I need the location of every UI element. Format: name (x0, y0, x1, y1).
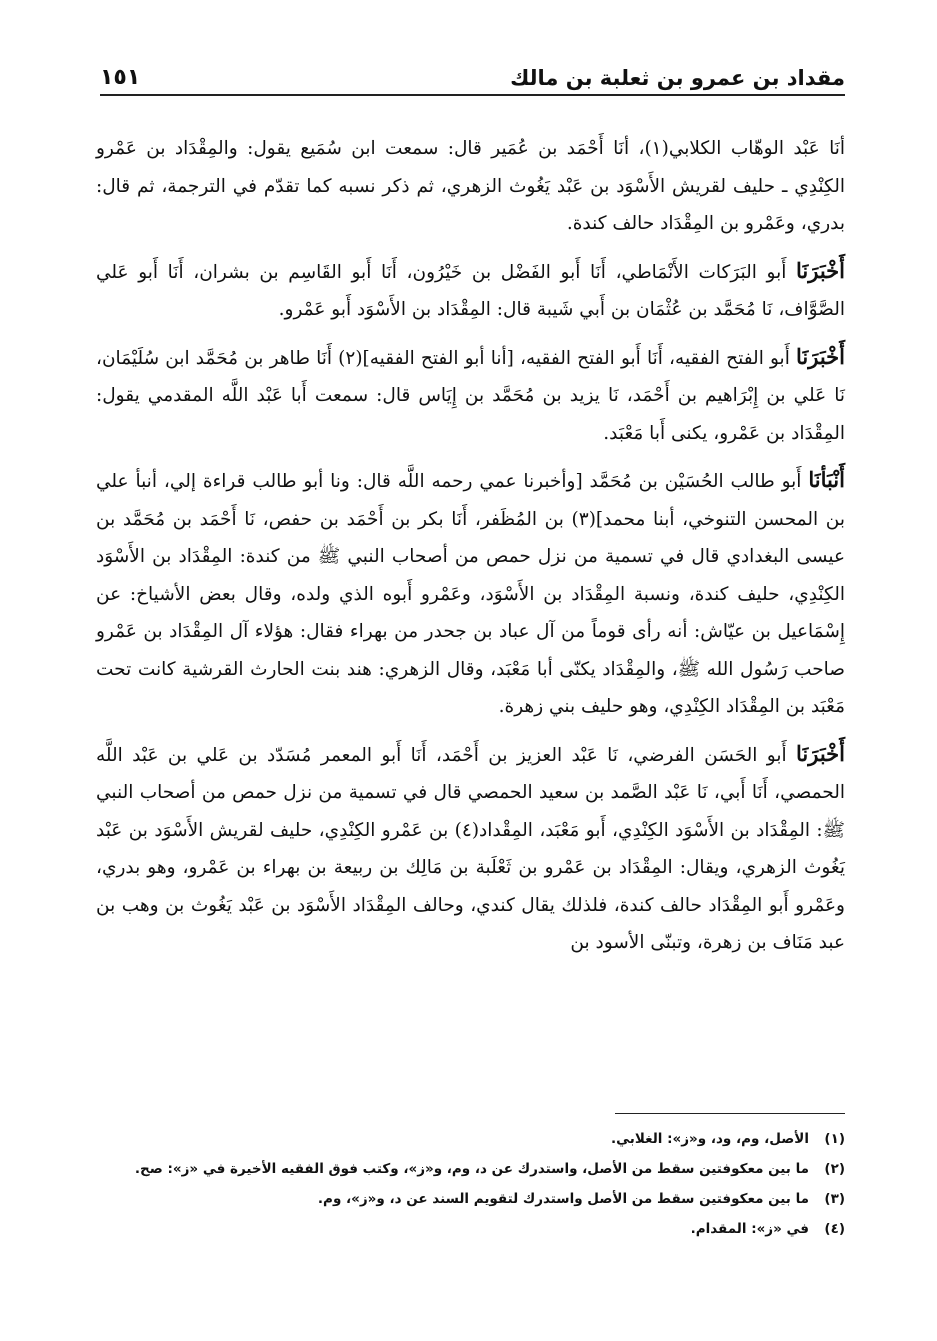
footnote-1 (96, 1124, 845, 1154)
running-title: مقداد بن عمرو بن ثعلبة بن مالك (510, 66, 845, 90)
footnote-text: ما بين معكوفتين سقط من الأصل، واستدرك عن د، وم، و«ز»، وكتب فوق الفقيه الأخيرة في «ز»: صح. (134, 1161, 809, 1177)
paragraph-text: أَبو البَرَكات الأَنْمَاطي، أَنَا أَبو الفَضْل بن خَيْرُون، أَنَا أَبو القَاسِم بن بشران، أَنَا أَبو عَلي الصَّوَّاف، نَا مُحَمَّد بن عُثْمَان بن أَبي شَيبة قال: المِقْدَاد بن الأَسْوَد أَبو عَمْرو. (96, 261, 845, 320)
paragraph-text: أنَا عَبْد الوهّاب الكلابي(١)، أنَا أَحْمَد بن عُمَير قال: سمعت ابن سُمَيع يقول: والمِقْدَاد بن عَمْرو الكِنْدِي ـ حليف لقريش الأَسْوَد بن عَبْد يَغُوث الزهري، ثم ذكر نسبه كما تقدّم في الترجمة، ثم قال: بدري، وعَمْرو بن المِقْدَاد حالف كندة. (96, 138, 845, 234)
footnote-marker: (٤) (824, 1221, 845, 1237)
paragraph-lead-word: أَخْبَرَنَا (796, 343, 845, 369)
paragraph-text: أَبو الحَسَن الفرضي، نَا عَبْد العزيز بن أَحْمَد، أَنَا أَبو المعمر مُسَدّد بن عَلي بن عَبْد اللَّه الحمصي، أَنَا أَبي، نَا عَبْد الصَّمد بن سعيد الحمصي قال في تسمية من نزل حمص من أصحاب النبي ﷺ: المِقْدَاد بن الأَسْوَد الكِنْدِي، أَبو مَعْبَد، المِقْداد(٤) بن عَمْرو الكِنْدِي، حليف لقريش الأَسْوَد بن عَبْد يَغُوث الزهري، ويقال: المِقْدَاد بن عَمْرو بن ثَعْلَبة بن مَالِك بن ربيعة بن بهراء بن عَمْرو، وهو بدري، وعَمْرو أَبو المِقْدَاد حالف كندة، فلذلك يقال كندي، وحالف المِقْدَاد الأَسْوَد بن عَبْد يَغُوث بن وهب بن عبد مَنَاف بن زهرة، وتبنّى الأسود بن (96, 744, 845, 953)
footnote-text: الأصل، وم، ود، و«ز»: الغلابي. (611, 1131, 809, 1147)
paragraph-1 (96, 128, 845, 243)
paragraph-5 (96, 735, 845, 962)
paragraph-3 (96, 338, 845, 453)
paragraph-lead-word: أَنْبَأنَا (808, 467, 845, 492)
main-text (96, 128, 845, 971)
paragraph-lead-word: أَخْبَرَنَا (796, 257, 845, 283)
footnote-2 (96, 1154, 845, 1184)
footnote-marker: (٣) (824, 1191, 845, 1207)
footnote-3 (96, 1184, 845, 1214)
footnotes (96, 1124, 845, 1244)
footnote-4 (96, 1214, 845, 1244)
running-header (100, 58, 845, 96)
paragraph-4 (96, 461, 845, 726)
paragraph-2 (96, 252, 845, 329)
footnote-marker: (٢) (824, 1161, 845, 1177)
footnote-text: ما بين معكوفتين سقط من الأصل واستدرك لتقويم السند عن د، و«ز»، وم. (317, 1191, 809, 1207)
footnote-marker: (١) (824, 1131, 845, 1147)
paragraph-text: أَبو طالب الحُسَيْن بن مُحَمَّد [وأخبرنا عمي رحمه اللَّه قال: ونا أبو طالب قراءة إلي، أنبأ علي بن المحسن التنوخي، أبنا محمد](٣) بن المُظَفر، أَنَا بكر بن أَحْمَد بن حفص، نَا أَحْمَد بن مُحَمَّد بن عيسى البغدادي قال في تسمية من نزل حمص من أصحاب النبي ﷺ من كندة: المِقْدَاد بن الأَسْوَد الكِنْدِي، حليف كندة، ونسبة المِقْدَاد بن الأَسْوَد، وعَمْرو أَبوه الذي ولده، وقال بعض الأشياخ: عن إِسْمَاعيل بن عيّاش: أنه رأى قوماً من آل عباد بن جحدر من بهراء فقال: هؤلاء آل المِقْدَاد بن عَمْرو صاحب رَسُول الله ﷺ، والمِقْدَاد يكنّى أبا مَعْبَد، وقال الزهري: هند بنت الحارث القرشية كانت تحت مَعْبَد بن المِقْدَاد الكِنْدِي، وهو حليف بني زهرة. (96, 471, 846, 717)
page-number: ١٥١ (100, 65, 141, 90)
paragraph-lead-word: أَخْبَرَنَا (796, 740, 845, 766)
footnote-text: في «ز»: المقدام. (690, 1221, 809, 1237)
paragraph-text: أَبو الفتح الفقيه، أَنَا أَبو الفتح الفقيه، [أنا أبو الفتح الفقيه](٢) أَنَا طاهر بن مُحَمَّد ابن سُلَيْمَان، نَا عَلي بن إِبْرَاهيم بن أَحْمَد، نَا يزيد بن مُحَمَّد بن إِيَاس قال: سمعت أَبا عَبْد اللَّه المقدمي يقول: المِقْدَاد بن عَمْرو، يكنى أَبا مَعْبَد. (96, 347, 845, 444)
footnote-divider (615, 1113, 845, 1114)
